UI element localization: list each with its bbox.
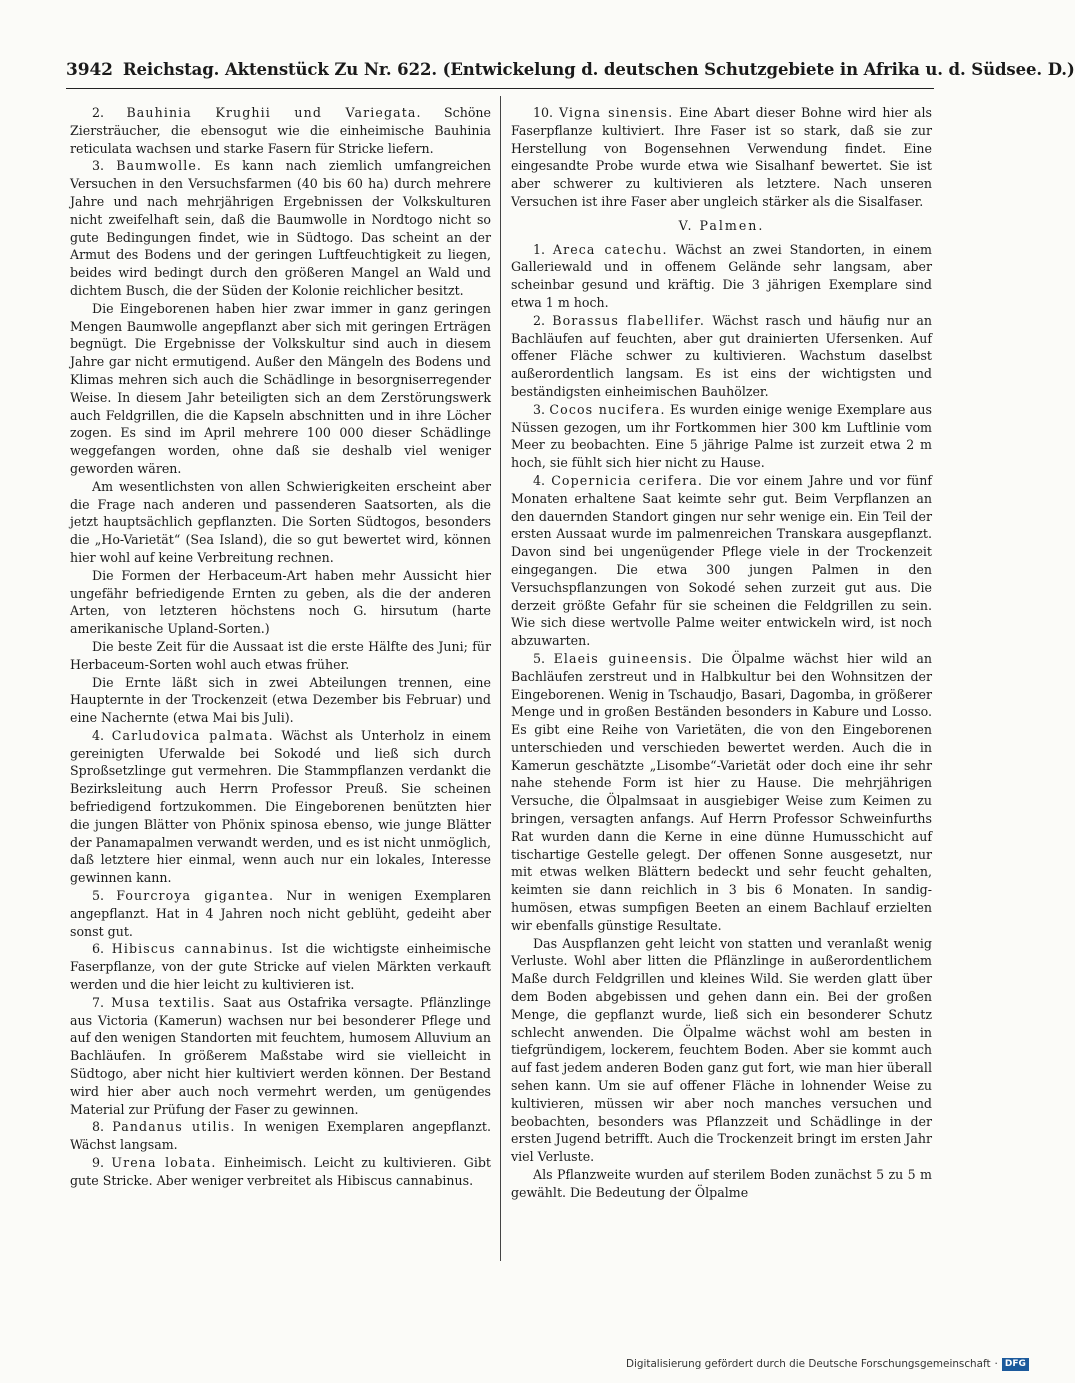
- entry-number: 3.: [533, 401, 546, 417]
- paragraph-text: Wächst an zwei Standorten, in einem Galleriewald und in offenem Gelände sehr langsam, aber scheinbar gesund und kräftig. Die 3 jährigen Exemplare sind etwa 1 m hoch.: [511, 241, 932, 310]
- header-title: Reichstag. Aktenstück Zu Nr. 622. (Entwickelung d. deutschen Schutzgebiete in Afrika u. d. Südsee. D.): [122, 60, 1075, 79]
- plant-name: Copernicia cerifera.: [551, 472, 704, 488]
- entry-number: 2.: [533, 312, 546, 328]
- paragraph: [70, 104, 491, 157]
- paragraph: [70, 567, 491, 638]
- entry-number: 2.: [92, 105, 105, 120]
- paragraph-text: Das Auspflanzen geht leicht von statten und veranlaßt wenig Verluste. Wohl aber litten die Pflänzlinge in außerordentlichem Maße durch Feldgrillen und kleines Wild. Sie werden glatt über dem Boden abgebissen und gehen dann ein. Bei der großen Menge, die gepflanzt wurde, ließ sich ein besonderer Schutz schlecht anwenden. Die Ölpalme wächst wohl am besten in tiefgründigem, lockerem, feuchtem Boden. Aber sie kommt auch auf fast jedem anderen Boden ganz gut fort, wie man hier überall sehen kann. Um sie auf offener Fläche in lohnender Weise zu kultivieren, müssen wir aber noch manches versuchen und beobachten, besonders was Pflanzzeit und Schädlinge in der ersten Jugend betrifft. Auch die Trockenzeit bringt im ersten Jahr viel Verluste.: [511, 935, 932, 1165]
- footer-credit: Digitalisierung gefördert durch die Deutsche Forschungsgemeinschaft: [626, 1358, 991, 1370]
- plant-name: Musa textilis.: [111, 994, 216, 1010]
- plant-name: Baumwolle.: [116, 158, 202, 174]
- page-number: 3942: [66, 60, 113, 80]
- entry-number: 4.: [533, 472, 546, 488]
- paragraph-text: Wächst als Unterholz in einem gereinigten Uferwalde bei Sokodé und ließ sich durch Sproßsetzlinge gut vermehren. Die Stammpflanzen verdankt die Bezirksleitung auch Herrn Professor Preuß. Sie scheinen befriedigend fortzukommen. Die Eingeborenen benützten hier die jungen Blätter von Phönix spinosa ebenso, wie junge Blätter der Panamapalmen verwandt werden, und es ist nicht unmöglich, daß letztere hier einmal, wenn auch nur ein lokales, Interesse gewinnen kann.: [70, 727, 491, 886]
- paragraph-text: Es wurden einige wenige Exemplare aus Nüssen gezogen, um ihr Fortkommen hier 300 km Luftlinie vom Meer zu beobachten. Eine 5 jährige Palme ist zurzeit etwa 2 m hoch, sie fühlt sich hier nicht zu Hause.: [511, 401, 932, 471]
- plant-name: Cocos nucifera.: [549, 401, 666, 417]
- paragraph: [70, 994, 491, 1119]
- plant-name: Areca catechu.: [552, 241, 668, 257]
- paragraph-text: In wenigen Exemplaren angepflanzt. Wächst langsam.: [70, 1119, 491, 1153]
- paragraph-text: Wächst rasch und häufig nur an Bachläufen auf feuchten, aber gut drainierten Ufersenken. Auf offener Fläche schwer zu kultivieren. Wachstum daselbst außerordentlich langsam. Es ist eins der wichtigsten und beständigsten einheimischen Bauhölzer.: [511, 312, 932, 399]
- paragraph-text: Nur in wenigen Exemplaren angepflanzt. Hat in 4 Jahren noch nicht geblüht, gedeiht aber sonst gut.: [70, 888, 492, 939]
- paragraph-text: Einheimisch. Leicht zu kultivieren. Gibt gute Stricke. Aber weniger verbreitet als Hibiscus cannabinus.: [70, 1155, 491, 1188]
- paragraph-text: Die vor einem Jahre und vor fünf Monaten erhaltene Saat keimte sehr gut. Beim Verpflanzen an den dauernden Standort gingen nur sehr wenige ein. Ein Teil der ersten Aussaat wurde im palmenreichen Transkara ausgepflanzt. Davon sind bei ungenügender Pflege viele in der Trockenzeit eingegangen. Die etwa 300 jungen Palmen in den Versuchspflanzungen von Sokodé sehen zurzeit gut aus. Die derzeit größte Gefahr für sie scheinen die Feldgrillen zu sein. Wie sich diese wertvolle Palme weiter entwickeln wird, ist noch abzuwarten.: [511, 472, 932, 649]
- entry-number: 3.: [92, 158, 105, 174]
- paragraph-text: Die beste Zeit für die Aussaat ist die erste Hälfte des Juni; für Herbaceum-Sorten wohl auch etwas früher.: [70, 638, 491, 672]
- paragraph-text: Als Pflanzweite wurden auf sterilem Boden zunächst 5 zu 5 m gewählt. Die Bedeutung der Ölpalme: [511, 1167, 932, 1200]
- plant-name: Borassus flabellifer.: [552, 312, 706, 328]
- paragraph: [511, 1166, 932, 1202]
- paragraph: [70, 727, 491, 887]
- paragraph: [70, 940, 491, 993]
- paragraph: [511, 650, 932, 935]
- entry-number: 1.: [533, 241, 546, 257]
- paragraph-text: Die Ölpalme wächst hier wild an Bachläufen zerstreut und in Halbkultur bei den Wohnsitzen der Eingeborenen. Wenig in Tschaudjo, Basari, Dagomba, in größerer Menge und in großen Beständen besonders in Kabure und Losso. Es gibt eine Reihe von Varietäten, die von den Eingeborenen unterschieden und verschieden bewertet werden. Auch die in Kamerun geschätzte „Lisombe“-Varietät oder doch eine ihr sehr nahe stehende Form ist hier zu Hause. Die mehrjährigen Versuche, die Ölpalmsaat in ausgiebiger Weise zum Keimen zu bringen, versagten anfangs. Auf Herrn Professor Schweinfurths Rat wurden dann die Kerne in eine dünne Humusschicht auf tischartige Gestelle gelegt. Der offenen Sonne ausgesetzt, nur mit etwas welken Blättern bedeckt und sehr feucht gehalten, keimten sie dann reichlich in 3 bis 6 Monaten. In sandig-humösen, etwas sumpfigen Beeten an einem Bachlauf erzielten wir ebenfalls günstige Resultate.: [511, 650, 932, 933]
- paragraph-text: Es kann nach ziemlich umfangreichen Versuchen in den Versuchsfarmen (40 bis 60 ha) durch mehrere Jahre und nach mehrjährigen Ergebnissen der Volkskulturen nicht zweifelhaft sein, daß die Baumwolle in Nordtogo nicht so gute Bedingungen findet, wie in Südtogo. Das scheint an der Armut des Bodens und der geringen Luftfeuchtigkeit zu liegen, beides wird bedingt durch den größeren Mangel an Wald und dichtem Busch, die der Süden der Kolonie reichlicher besitzt.: [70, 158, 491, 298]
- entry-number: 10.: [533, 105, 554, 120]
- entry-number: 9.: [92, 1155, 105, 1171]
- right-column: [511, 104, 932, 1264]
- plant-name: Urena lobata.: [111, 1155, 217, 1171]
- paragraph: [511, 401, 932, 472]
- paragraph: [511, 241, 932, 312]
- paragraph: [511, 472, 932, 650]
- paragraph-text: Eine Abart dieser Bohne wird hier als Faserpflanze kultiviert. Ihre Faser ist so stark, daß sie zur Herstellung von Bogensehnen Verwendung findet. Eine eingesandte Probe wurde etwa wie Sisalhanf bewertet. Sie ist aber schwerer zu kultivieren als letztere. Nach unseren Versuchen ist ihre Faser aber ungleich stärker als die Sisalfaser.: [511, 105, 932, 209]
- plant-name: Elaeis guineensis.: [553, 650, 693, 666]
- plant-name: Pandanus utilis.: [112, 1119, 236, 1135]
- plant-name: Vigna sinensis.: [559, 105, 674, 120]
- plant-name: Hibiscus cannabinus.: [111, 941, 274, 957]
- page-footer: [626, 1356, 1029, 1372]
- paragraph: [70, 1118, 491, 1154]
- dfg-logo: DFG: [1002, 1358, 1029, 1371]
- paragraph-text: Die Eingeborenen haben hier zwar immer in ganz geringen Mengen Baumwolle angepflanzt aber sich mit geringen Erträgen begnügt. Die Ergebnisse der Volkskultur sind auch in diesem Jahre gar nicht ermutigend. Außer den Mängeln des Bodens und Klimas mehren sich auch die Schädlinge in besorgniserregender Weise. In diesem Jahr beteiligten sich an dem Zerstörungswerk auch Feldgrillen, die die Kapseln abschnitten und in ihre Löcher zogen. Es sind im April mehrere 100 000 dieser Schädlinge weggefangen worden, ohne daß sie deshalb viel weniger geworden wären.: [70, 300, 491, 476]
- paragraph-text: Schöne Ziersträucher, die ebensogut wie die einheimische Bauhinia reticulata wachsen und starke Fasern für Stricke liefern.: [70, 105, 491, 156]
- plant-name: Carludovica palmata.: [111, 727, 274, 743]
- paragraph: [70, 478, 491, 567]
- header-rule: [66, 88, 934, 89]
- paragraph: [70, 300, 491, 478]
- paragraph: [70, 887, 491, 940]
- entry-number: 8.: [92, 1119, 105, 1135]
- paragraph-text: Saat aus Ostafrika versagte. Pflänzlinge aus Victoria (Kamerun) wachsen nur bei besonderer Pflege und auf den wenigen Standorten mit feuchtem, humosem Alluvium an Bachläufen. In größerem Maßstabe wird sie vielleicht in Südtogo, aber nicht hier kultiviert werden können. Der Bestand wird hier aber auch noch vermehrt werden, um genügendes Material zur Prüfung der Faser zu gewinnen.: [70, 994, 491, 1117]
- paragraph-text: Ist die wichtigste einheimische Faserpflanze, von der gute Stricke auf vielen Märkten verkauft werden und die hier leicht zu kultivieren ist.: [70, 941, 491, 993]
- entry-number: 5.: [533, 650, 546, 666]
- page-header: [66, 60, 1075, 80]
- paragraph: [70, 1154, 491, 1190]
- column-divider: [500, 96, 501, 1261]
- entry-number: 5.: [92, 888, 105, 904]
- paragraph: [70, 638, 491, 674]
- section-heading: V. Palmen.: [678, 217, 765, 233]
- paragraph-text: Am wesentlichsten von allen Schwierigkeiten erscheint aber die Frage nach anderen und passenderen Saatsorten, als die jetzt hauptsächlich gepflanzten. Die Sorten Südtogos, besonders die „Ho-Varietät“ (Sea Island), die so gut bewertet wird, können hier wohl auf keine Verbreitung rechnen.: [70, 478, 491, 565]
- paragraph: [70, 157, 491, 299]
- paragraph: [511, 104, 932, 211]
- entry-number: 7.: [92, 994, 105, 1010]
- plant-name: Bauhinia Krughii und Variegata.: [126, 105, 422, 120]
- paragraph-text: Die Formen der Herbaceum-Art haben mehr Aussicht hier ungefähr befriedigende Ernten zu geben, als die der anderen Arten, von letzteren höchstens noch G. hirsutum (harte amerikanische Upland-Sorten.): [70, 567, 491, 637]
- paragraph: [511, 935, 932, 1166]
- footer-dot: ·: [994, 1358, 998, 1370]
- entry-number: 4.: [92, 727, 105, 743]
- paragraph: [511, 312, 932, 401]
- plant-name: Fourcroya gigantea.: [116, 888, 275, 904]
- paragraph-text: Die Ernte läßt sich in zwei Abteilungen trennen, eine Haupternte in der Trockenzeit (etwa Dezember bis Februar) und eine Nachernte (etwa Mai bis Juli).: [70, 674, 491, 726]
- entry-number: 6.: [92, 941, 105, 957]
- paragraph: [70, 674, 491, 727]
- left-column: [70, 104, 491, 1264]
